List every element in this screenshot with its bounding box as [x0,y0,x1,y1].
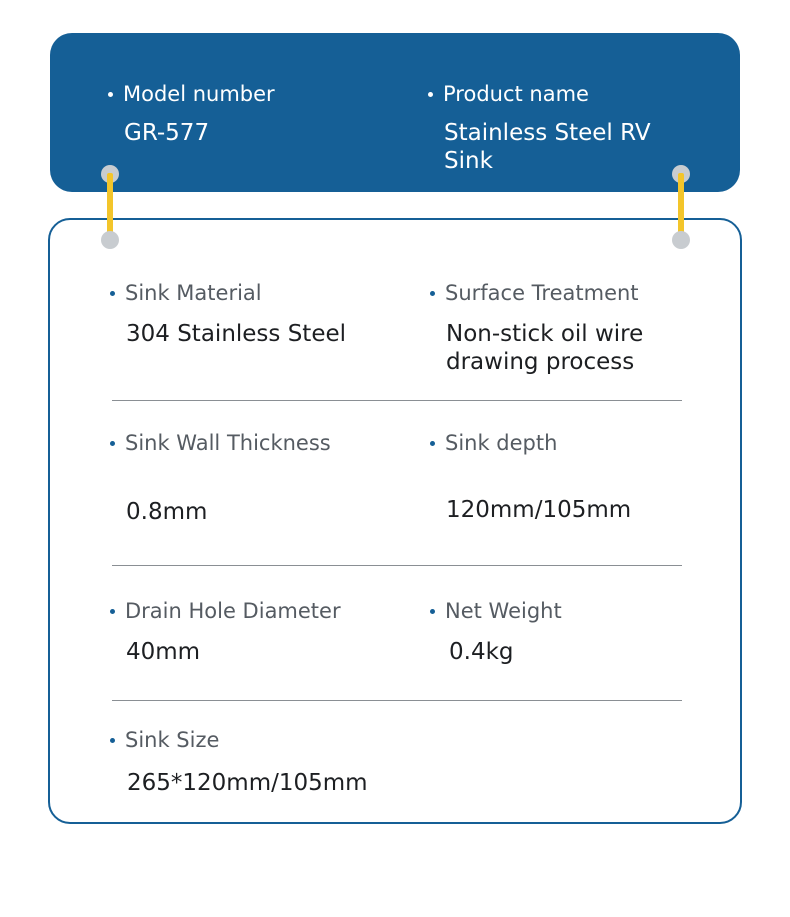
drain-hole-diameter-value: 40mm [126,639,201,665]
divider [112,565,682,566]
sink-wall-thickness-label [110,430,410,456]
bullet-icon [110,441,115,446]
model-number-value: GR-577 [124,120,210,146]
bullet-icon [110,291,115,296]
sink-size-label-text: Sink Size [125,728,220,752]
sink-depth-value: 120mm/105mm [446,497,632,523]
product-name-label-text: Product name [443,82,589,106]
net-weight-label-text: Net Weight [445,599,562,623]
bullet-icon [430,609,435,614]
surface-treatment-field [430,280,720,376]
sink-material-field [110,280,410,348]
sink-wall-thickness-label-text: Sink Wall Thickness [125,431,331,455]
bullet-icon [430,291,435,296]
model-number-label [108,81,398,107]
drain-hole-diameter-label-text: Drain Hole Diameter [125,599,341,623]
sink-depth-label-text: Sink depth [445,431,558,455]
connector-dot-icon [672,231,690,249]
net-weight-value: 0.4kg [449,639,514,665]
sink-depth-field [430,430,720,524]
left-connector [100,165,120,249]
sink-size-field [110,727,430,797]
net-weight-label [430,598,720,624]
specs-card [48,218,742,824]
surface-treatment-label [430,280,720,306]
divider [112,700,682,701]
sink-size-label [110,727,430,753]
header-card [50,33,740,192]
sink-depth-label [430,430,720,456]
sink-material-value: 304 Stainless Steel [126,321,347,347]
bullet-icon [428,92,433,97]
bullet-icon [110,738,115,743]
bullet-icon [110,609,115,614]
bullet-icon [108,92,113,97]
net-weight-field [430,598,720,666]
sink-material-label-text: Sink Material [125,281,262,305]
sink-wall-thickness-value: 0.8mm [126,499,208,525]
surface-treatment-label-text: Surface Treatment [445,281,639,305]
product-name-label [428,81,718,107]
sink-size-value: 265*120mm/105mm [127,770,368,796]
sink-material-label [110,280,410,306]
drain-hole-diameter-label [110,598,410,624]
product-name-value: Stainless Steel RV Sink [444,120,651,174]
connector-dot-icon [101,231,119,249]
surface-treatment-value: Non-stick oil wire drawing process [446,321,644,375]
drain-hole-diameter-field [110,598,410,666]
model-number-field [108,81,398,147]
right-connector [671,165,691,249]
model-number-label-text: Model number [123,82,275,106]
sink-wall-thickness-field [110,430,410,526]
bullet-icon [430,441,435,446]
product-name-field [428,81,718,175]
divider [112,400,682,401]
